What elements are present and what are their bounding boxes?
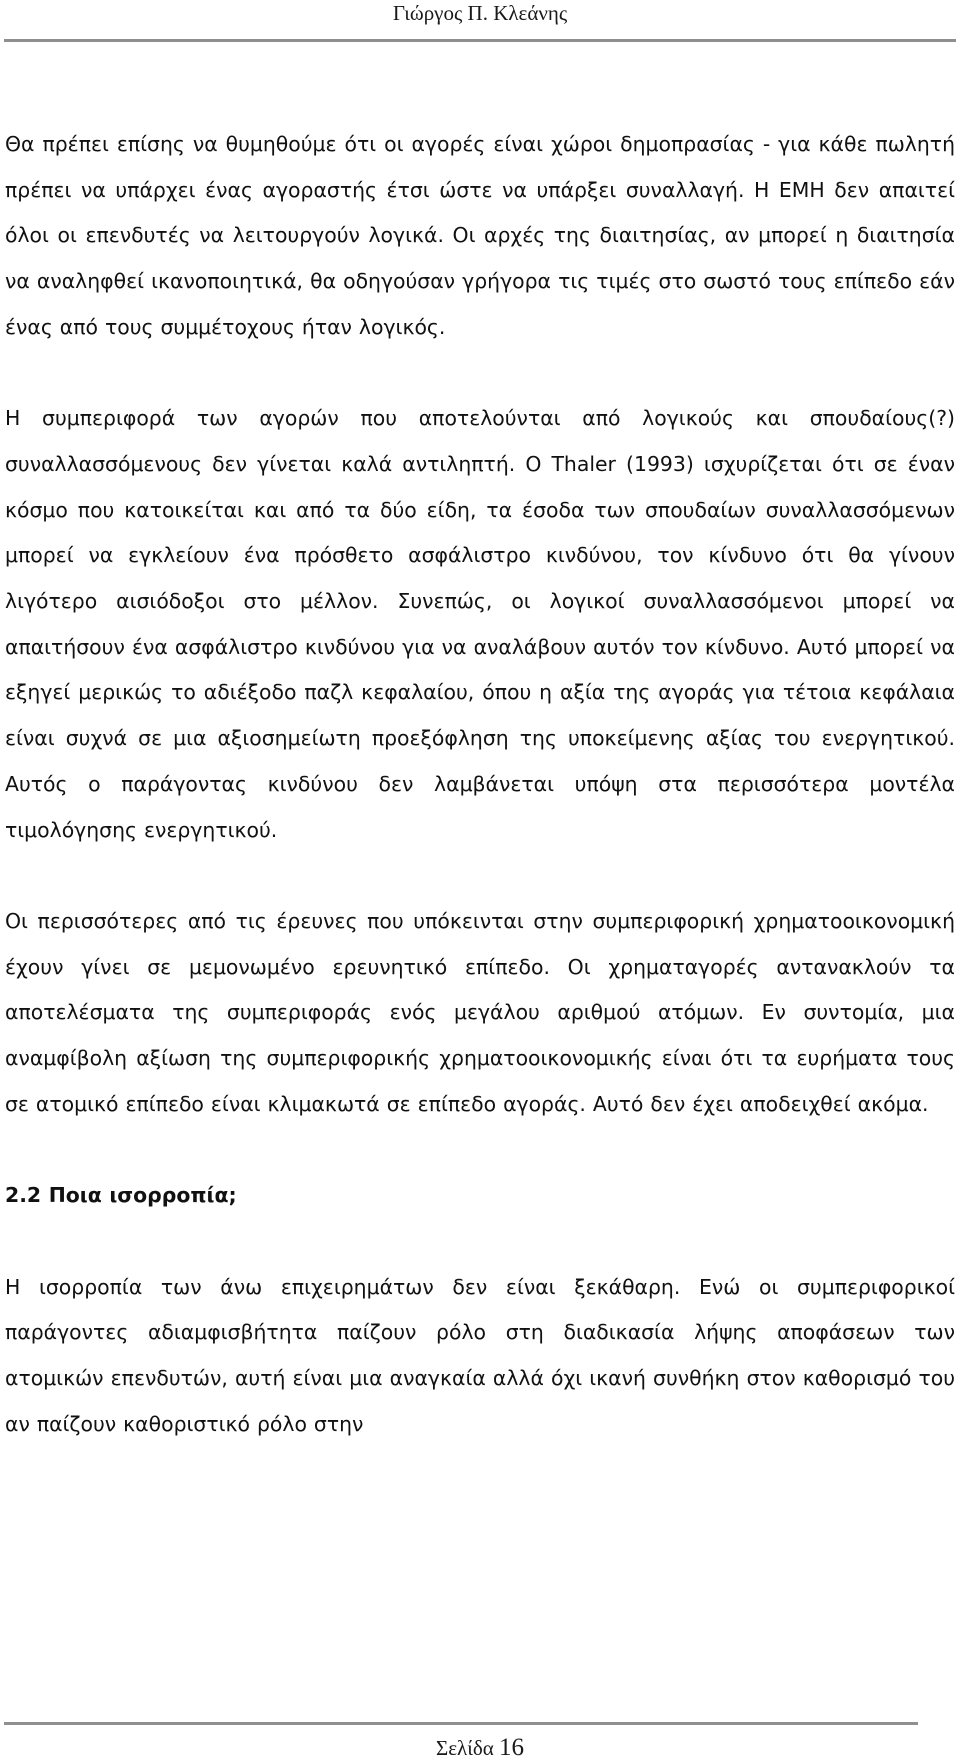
page-label: Σελίδα xyxy=(435,1736,494,1760)
running-header xyxy=(0,0,960,28)
body-paragraph: Οι περισσότερες από τις έρευνες που υπόκεινται στην συμπεριφορική χρηματοοικονομική έχουν γίνει σε μεμονωμένο ερευνητικό επίπεδο. Οι χρηματαγορές αντανακλούν τα αποτελέσματα της συμπεριφοράς ενός μεγάλου αριθμού ατόμων. Εν συντομία, μια αναμφίβολη αξίωση της συμπεριφορικής χρηματοοικονομικής είναι ότι τα ευρήματα τους σε ατομικό επίπεδο είναι κλιμακωτά σε επίπεδο αγοράς. Αυτό δεν έχει αποδειχθεί ακόμα. xyxy=(5,908,955,1116)
body-paragraph: Θα πρέπει επίσης να θυμηθούμε ότι οι αγορές είναι χώροι δημοπρασίας - για κάθε πωλητή πρέπει να υπάρχει ένας αγοραστής έτσι ώστε να υπάρξει συναλλαγή. Η ΕΜΗ δεν απαιτεί όλοι οι επενδυτές να λειτουργούν λογικά. Οι αρχές της διαιτησίας, αν μπορεί η διαιτησία να αναληφθεί ικανοποιητικά, θα οδηγούσαν γρήγορα τις τιμές στο σωστό τους επίπεδο εάν ένας από τους συμμέτοχους ήταν λογικός. xyxy=(5,132,955,339)
footer-divider xyxy=(4,1722,918,1725)
page-footer xyxy=(0,1735,960,1761)
body-paragraph: Η ισορροπία των άνω επιχειρημάτων δεν είναι ξεκάθαρη. Ενώ οι συμπεριφορικοί παράγοντες αδιαμφισβήτητα παίζουν ρόλο στη διαδικασία λήψης αποφάσεων των ατομικών επενδυτών, αυτή είναι μια αναγκαία αλλά όχι ικανή συνθήκη στον καθορισμό του αν παίζουν καθοριστικό ρόλο στην xyxy=(5,1274,955,1436)
page-number: 16 xyxy=(499,1734,525,1761)
body-paragraph: Η συμπεριφορά των αγορών που αποτελούνται από λογικούς και σπουδαίους(?) συναλλασσόμενους δεν γίνεται καλά αντιληπτή. Ο Thaler (1993) ισχυρίζεται ότι σε έναν κόσμο που κατοικείται και από τα δύο είδη, τα έσοδα των σπουδαίων συναλλασσόμενων μπορεί να εγκλείουν ένα πρόσθετο ασφάλιστρο κινδύνου, τον κίνδυνο ότι θα γίνουν λιγότερο αισιόδοξοι στο μέλλον. Συνεπώς, οι λογικοί συναλλασσόμενοι μπορεί να απαιτήσουν ένα ασφάλιστρο κινδύνου για να αναλάβουν αυτόν τον κίνδυνο. Αυτό μπορεί να εξηγεί μερικώς το αδιέξοδο παζλ κεφαλαίου, όπου η αξία της αγοράς για τέτοια κεφάλαια είναι συχνά σε μια αξιοσημείωτη προεξόφληση της υποκείμενης αξίας του ενεργητικού. Αυτός ο παράγοντας κινδύνου δεν λαμβάνεται υπόψη στα περισσότερα μοντέλα τιμολόγησης ενεργητικού. xyxy=(5,406,955,842)
author-name: Γιώργος Π. Κλεάνης xyxy=(392,1,568,25)
header-divider xyxy=(4,39,956,42)
page-body xyxy=(5,122,955,1493)
section-heading: 2.2 Ποια ισορροπία; xyxy=(5,1183,237,1208)
